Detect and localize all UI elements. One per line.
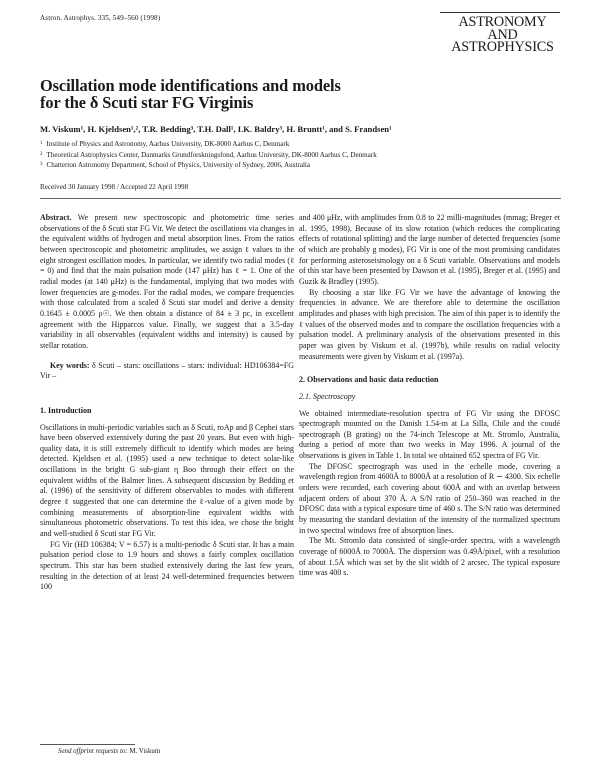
masthead-rule — [440, 12, 560, 13]
section-heading-introduction: 1. Introduction — [40, 405, 92, 415]
right-column — [299, 213, 560, 579]
keywords — [40, 361, 294, 382]
paragraph: Oscillations in multi-periodic variables such as δ Scuti, roAp and β Cephei stars have been observed extensively during the past 20 years. But even with high-quality data, it is still extremely difficult to identify which modes are being detected. Kjeldsen et al. (1995) used a new technique to detect solar-like oscillations in the bright G sub-giant η Boo through their effect on the equivalent widths of the Balmer lines. A subsequent discussion by Bedding et al. (1996) of the sensitivity of different observables to modes with different degree ℓ suggested that one can determine the ℓ-value of a given mode by combining measurements of absorption-line equivalent widths with simultaneous photometric observations. To test this idea, we chose the bright and well-studied δ Scuti star FG Vir. — [40, 422, 295, 539]
affiliation-2: $^2$ Theoretical Astrophysics Center, Danmarks Grundforskningsfond, Aarhus University, DK-8000 Aarhus C, Denmark — [40, 150, 377, 159]
affiliation-3: $^3$ Chatterton Astronomy Department, School of Physics, University of Sydney, 2006, Australia — [40, 161, 311, 170]
received-dates: Received 30 January 1998 / Accepted 22 April 1998 — [40, 183, 189, 191]
footnote — [58, 748, 160, 755]
section-heading-observations: 2. Observations and basic data reduction — [299, 375, 439, 385]
paragraph: By choosing a star like FG Vir we have the advantage of knowing the frequencies in advance. We are therefore able to determine the oscillation amplitudes and phases with high precision. The aim of this paper is to identify the ℓ values of the observed modes and to compare the oscillation frequencies with a pulsation model. A preliminary analysis of the observations presented in this paper was given by Viskum et al. (1997b), while results on radial velocity measurements were given by Viskum et al. (1997a). — [299, 287, 560, 361]
title-line-2: for the δ Scuti star FG Virginis — [40, 93, 254, 113]
abstract-text: We present new spectroscopic and photometric time series observations of the δ Scuti star FG Vir. We detect the oscillations via changes in the equivalent widths of hydrogen and metal absorption lines. From the ratios between spectroscopic and photometric amplitudes, we assign ℓ values to the eight strongest oscillation modes. In particular, we identify two radial modes (ℓ = 0) and find that the main pulsation mode (147 μHz) has ℓ = 1. One of the radial modes (at 140 μHz) is the fundamental, implying that two modes with lower frequencies are g-modes. For the radial modes, we compare frequencies with those calculated from a scaled δ Scuti star model and derive a density 0.1645 ± 0.0005 ρ☉. We then obtain a distance of 84 ± 3 pc, in excellent agreement with the Hipparcos value. Finally, we suggest that a 3.5-day variability in all observables (equivalent widths and intensity) is caused by stellar rotation. — [40, 213, 294, 350]
journal-masthead — [445, 16, 560, 54]
paper-title — [40, 77, 341, 112]
left-column — [40, 213, 294, 593]
abstract-label: Abstract. — [40, 213, 72, 222]
masthead-line-2: AND — [487, 26, 518, 43]
abstract — [40, 213, 294, 352]
paragraph: FG Vir (HD 106384; V = 6.57) is a multi-periodic δ Scuti star. It has a main pulsation period close to 1.9 hours and shows a fairly complex oscillation spectrum. This star has been studied extensively during the last few years, resulting in the detection of at least 24 well-determined frequencies between 100 — [40, 539, 294, 592]
journal-reference: Astron. Astrophys. 335, 549–560 (1998) — [40, 14, 161, 22]
masthead-line-1: ASTRONOMY — [458, 14, 547, 30]
title-line-1: Oscillation mode identifications and models — [40, 76, 341, 95]
footnote-rule — [40, 744, 135, 745]
paragraph: and 400 μHz, with amplitudes from 0.8 to 22 milli-magnitudes (mmag; Breger et al. 1995, 1998). Because of its slow rotation (which reduces the complicating effects of rotational splitting) and the large number of detected frequencies (some of which are probably g modes), FG Vir is one of the most promising candidates for performing asteroseismology on a δ Scuti variable. Observations and models of this star have been presented by Dawson et al. (1995), Breger et al. (1995) and Guzik & Bradley (1995). — [299, 213, 560, 286]
paragraph: The Mt. Stromlo data consisted of single-order spectra, with a wavelength coverage of 6000Å to 7000Å. The dispersion was 0.49Å/pixel, with a resolution of about 1.5Å which was set by the slit width of 2 arcsec. The typical exposure time was 400 s. — [299, 536, 560, 578]
subsection-heading-spectroscopy: 2.1. Spectroscopy — [299, 391, 356, 401]
keywords-label: Key words: — [50, 360, 90, 370]
header-divider — [40, 198, 561, 199]
footnote-name: M. Viskum — [129, 748, 161, 755]
footnote-label: Send offprint requests to: — [58, 748, 128, 755]
author-list: M. Viskum¹, H. Kjeldsen¹,², T.R. Bedding³, T.H. Dall¹, I.K. Baldry³, H. Bruntt¹, and S. Frandsen¹ — [40, 124, 392, 134]
affiliation-1: $^1$ Institute of Physics and Astronomy, Aarhus University, DK-8000 Aarhus C, Denmark — [40, 140, 290, 148]
paragraph: The DFOSC spectrograph was used in the echelle mode, covering a wavelength region from 4600Å to 8000Å at a resolution of R ∼ 4300. Six echelle orders were recorded, each covering about 600Å and with an overlap between adjacent orders of about 370 Å. A S/N ratio of 250–360 was reached in the DFOSC data with a typical exposure time of 460 s. The S/N ratio was determined by measuring the standard deviation of the intensity of the normalized spectrum in two spectral windows free of absorption lines. — [299, 461, 560, 535]
affiliations — [40, 139, 377, 171]
paragraph: We obtained intermediate-resolution spectra of FG Vir using the DFOSC spectrograph mounted on the Danish 1.54-m at La Silla, Chile and the coudé spectrograph (B grating) on the 74-inch Telescope at Mt. Stromlo, Australia, during a period of more than two weeks in May 1996. A journal of the observations is given in Table 1. In total we obtained 652 spectra of FG Vir. — [299, 408, 560, 461]
masthead-line-3: ASTROPHYSICS — [451, 39, 554, 56]
keywords-text: δ Scuti – stars: oscillations – stars: individual: HD106384=FG Vir – — [40, 360, 294, 381]
